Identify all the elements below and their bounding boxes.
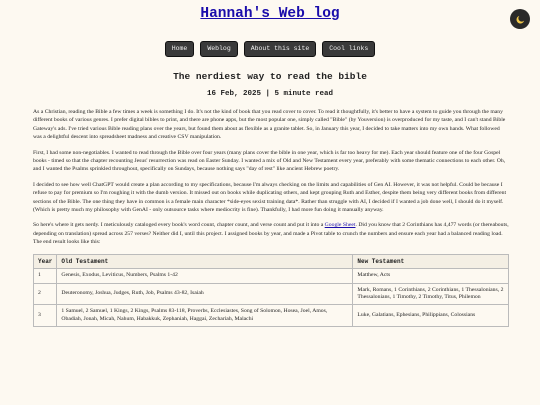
paragraph-chatgpt: I decided to see how well ChatGPT would create a plan according to my specifications, because I'm always checking on the limits and capabilities of Gen AI. However, it was not helpful. Could be because I refuse to pay for premium so I'm roughing it with the dumb version. It missed out on books while duplicating others, and kept grouping Ruth and Esther, despite them being very different books from different sections of the Bible. The one thing they have in common is a female main character *side-eyes sexist training data*. Rather than struggle with AI, I decided if I wanted a job done well, I should do it myself. (Which is pretty much my philosophy with GenAI - only outsource tasks where mediocrity is fine). Thankfully, I had more fun doing it manually anyway. [33, 181, 507, 214]
cell-year: 3 [34, 305, 57, 327]
google-sheet-link[interactable]: Google Sheet [324, 222, 356, 229]
cell-new-testament: Matthew, Acts [353, 269, 509, 283]
nav-home-link[interactable]: Home [165, 41, 195, 57]
cell-old-testament: 1 Samuel, 2 Samuel, 1 Kings, 2 Kings, Psalms 83-118, Proverbs, Ecclesiastes, Song of Solomon, Hosea, Joel, Amos, Obadiah, Jonah, Micah, Nahum, Habakkuk, Zephaniah, Haggai, Zechariah, Malachi [57, 305, 353, 327]
theme-toggle-button[interactable] [510, 9, 530, 29]
cell-year: 2 [34, 283, 57, 305]
table-row [34, 305, 509, 327]
table-row [34, 283, 509, 305]
column-header-year: Year [34, 254, 57, 268]
cell-year: 1 [34, 269, 57, 283]
nav-about-link[interactable]: About this site [244, 41, 317, 57]
post-title: The nerdiest way to read the bible [173, 71, 367, 82]
cell-new-testament: Mark, Romans, 1 Corinthians, 2 Corinthians, 1 Thessalonians, 2 Thessalonians, 1 Timothy, 2 Timothy, Titus, Philemon [353, 283, 509, 305]
reading-plan-table [33, 254, 509, 327]
post-body [33, 108, 509, 327]
paragraph-spreadsheet [33, 221, 509, 246]
site-title[interactable]: Hannah's Web log [200, 6, 340, 22]
table-header-row [34, 254, 509, 268]
column-header-old-testament: Old Testament [57, 254, 353, 268]
column-header-new-testament: New Testament [353, 254, 509, 268]
cell-new-testament: Luke, Galatians, Ephesians, Philippians, Colossians [353, 305, 509, 327]
paragraph-requirements: First, I had some non-negotiables. I wanted to read through the Bible over four years (many plans cover the bible in one year, which is far too heavy for me). Each year should feature one of the four Gospel books - timed so that the chapter recounting Jesus' resurrection was read on Easter Sunday. I wanted a mix of Old and New Testament every year, preferably with some thematic connections to each other. Oh, and I wanted the Psalms sprinkled throughout, specifically on Sundays, because nothing says "day of rest" like ancient Hebrew poetry. [33, 149, 506, 173]
paragraph-text: . Did you know that 2 Corinthians has 4,477 words (or thereabouts, depending on translation) spread across 257 verses? Neither did I, until this project. I assigned books by year, and made a Pivot table to crunch the numbers and ensure each year had a balanced reading load. The end result looks like this: [33, 222, 509, 246]
nav-cool-links-link[interactable]: Cool links [322, 41, 375, 57]
cell-old-testament: Genesis, Exodus, Leviticus, Numbers, Psalms 1-42 [57, 269, 353, 283]
paragraph-intro: As a Christian, reading the Bible a few times a week is something I do. It's not the kind of book that you read cover to cover. To read it thoughtfully, it's better to have a system to guide you through the many different books of various genres. I prefer digital bibles to print, and there are phone apps, but the most popular one, simply called "Bible" (by Youversion) is overproduced for my taste, and I can't stand Bible Gateway's ads. I've tried various Bible reading plans over the years, but found them about as flexible as a granite tablet. So, in January this year, I decided to take matters into my own hands. What followed was a delightful descent into spreadsheet madness and creative CSV manipulation. [33, 109, 506, 141]
main-nav [0, 41, 540, 57]
cell-old-testament: Deuteronomy, Joshua, Judges, Ruth, Job, Psalms 43-82, Isaiah [57, 283, 353, 305]
post-meta: 16 Feb, 2025 | 5 minute read [206, 90, 334, 98]
nav-weblog-link[interactable]: Weblog [200, 41, 237, 57]
moon-icon [515, 14, 526, 25]
table-row [34, 269, 509, 283]
paragraph-text: So here's where it gets nerdy. I meticulously cataloged every book's word count, chapter count, and verse count and put it into a [33, 222, 325, 229]
